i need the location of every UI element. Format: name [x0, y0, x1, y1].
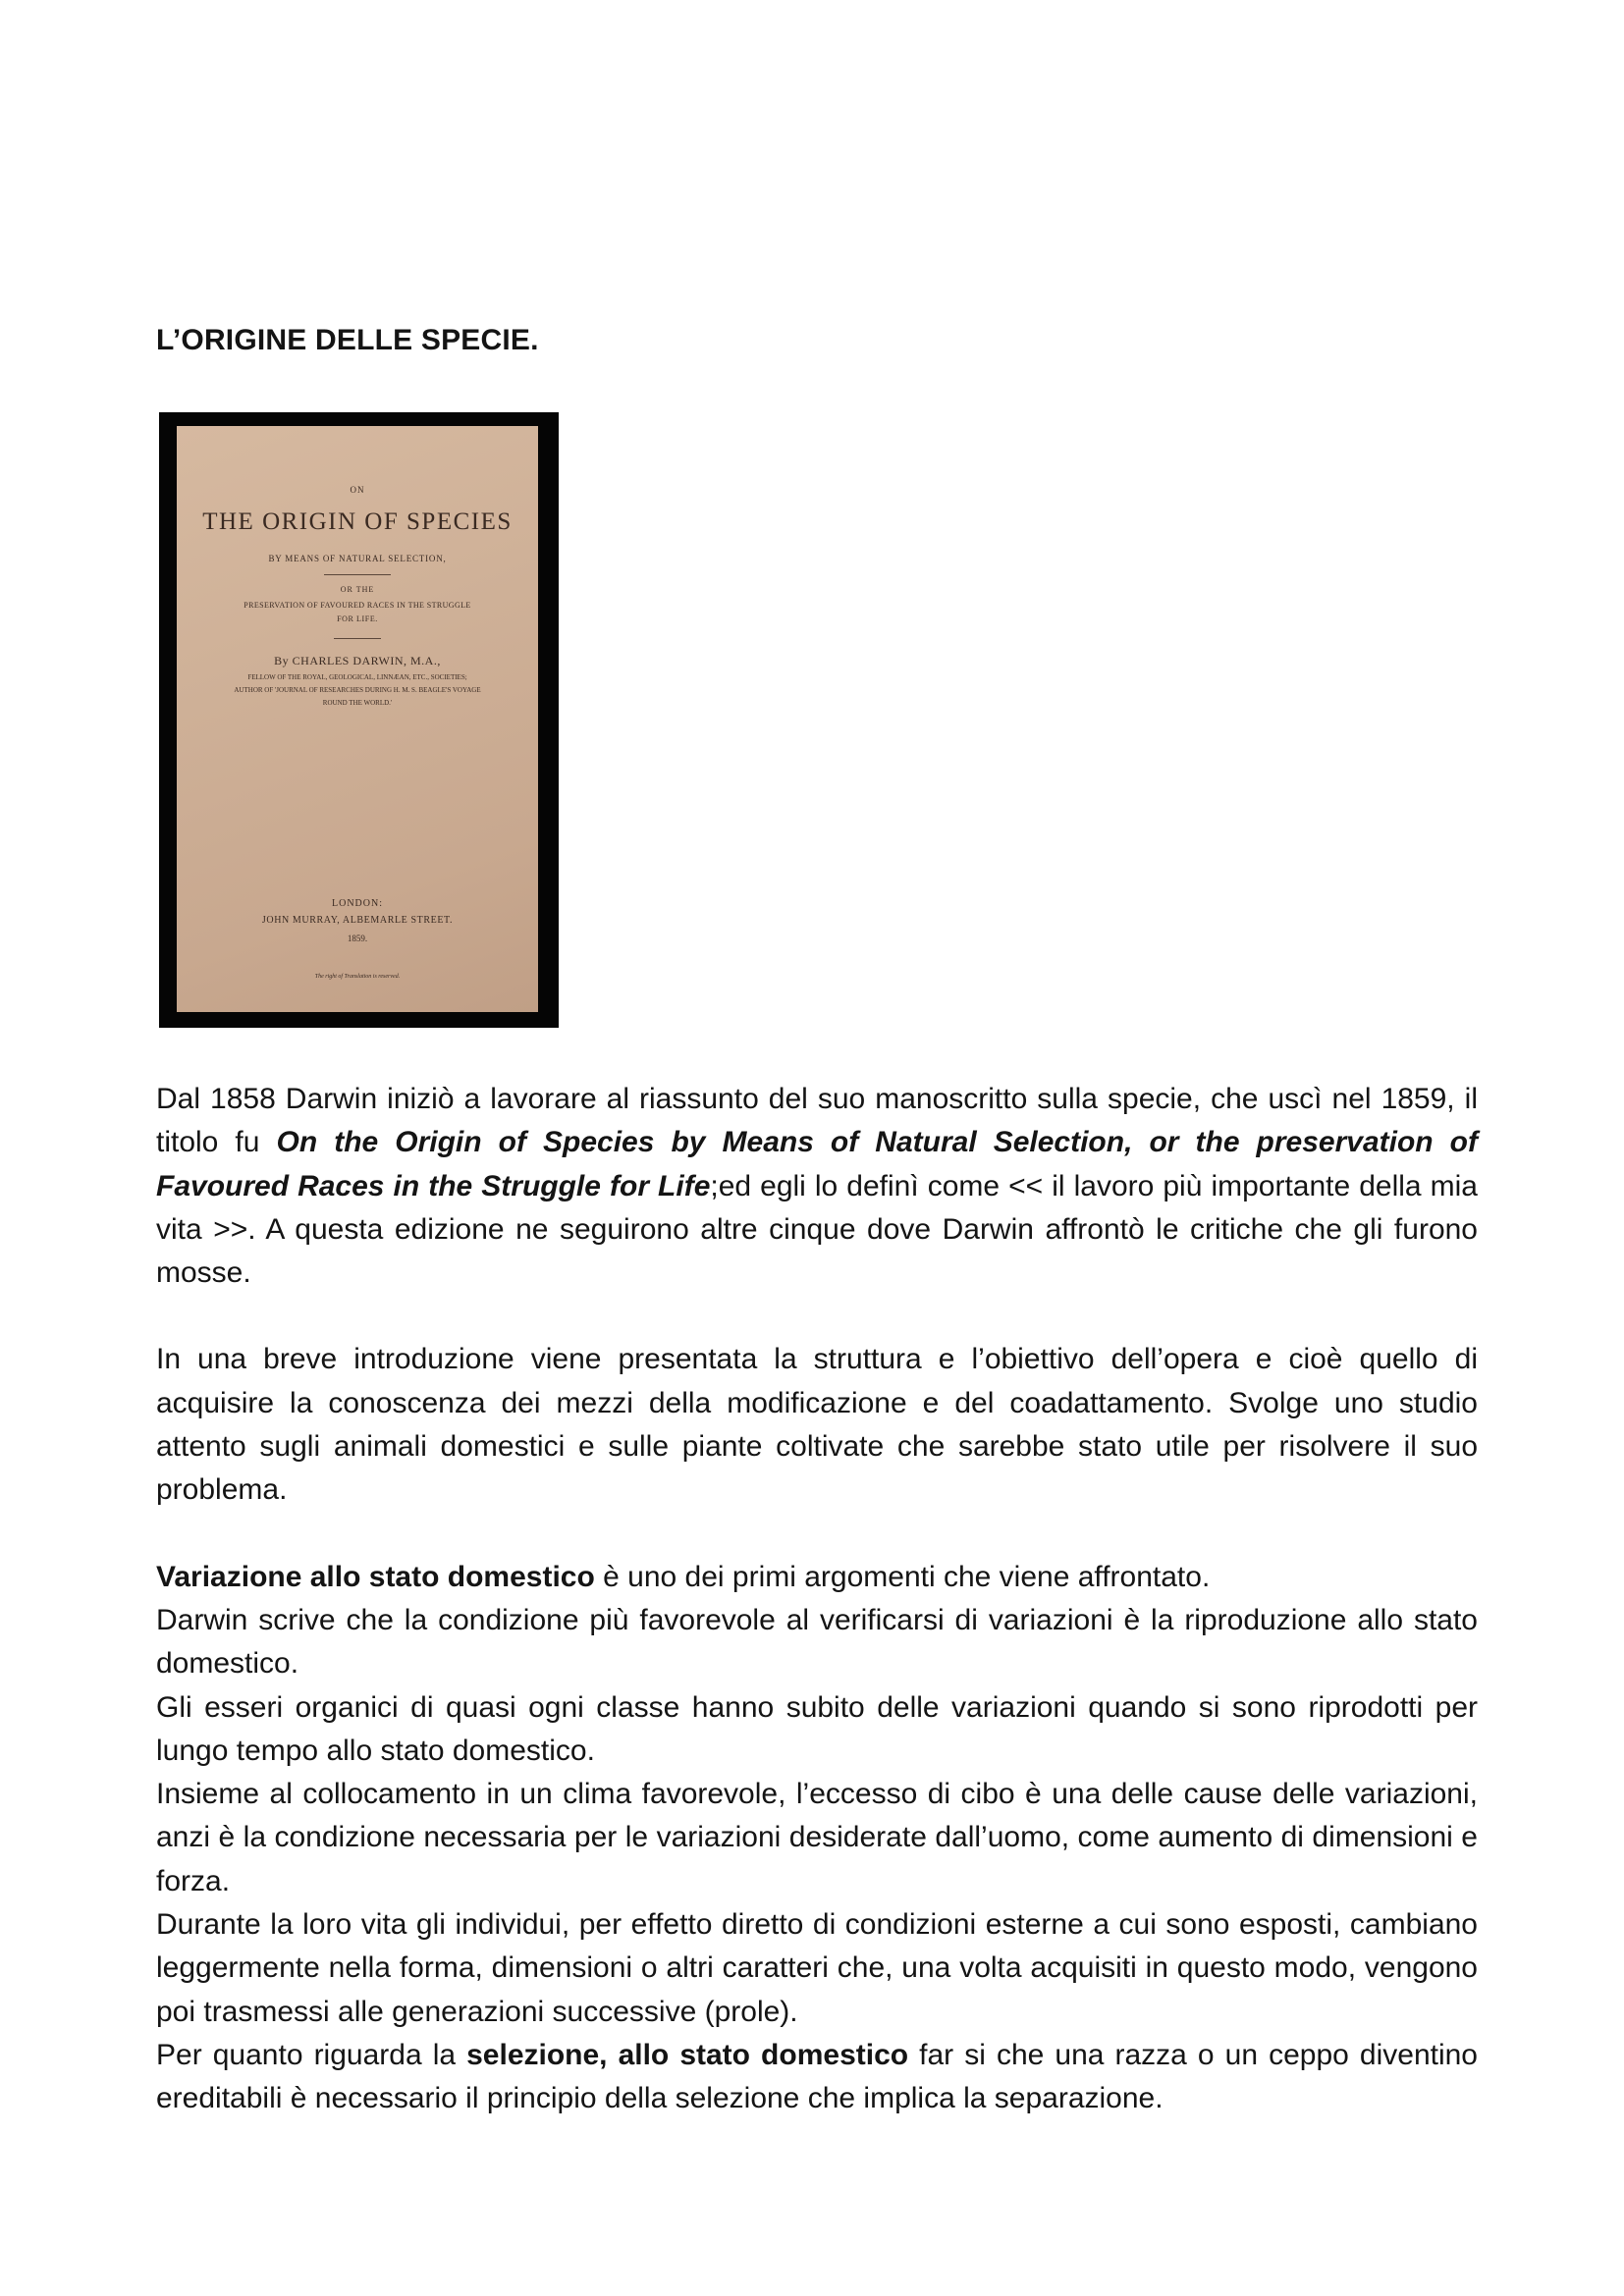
cover-rights: The right of Translation is reserved. [314, 974, 401, 980]
cover-city: LONDON: [332, 898, 383, 909]
text-run: Gli esseri organici di quasi ogni classe hanno subito delle variazioni quando si sono riprodotti per lungo tempo allo stato domestico. [156, 1690, 1478, 1767]
paragraph-3 [156, 1556, 1478, 2121]
cover-year: 1859. [347, 934, 368, 943]
cover-fellow-line: AUTHOR OF 'JOURNAL OF RESEARCHES DURING H. M. S. BEAGLE'S VOYAGE [234, 686, 481, 694]
cover-for-life: FOR LIFE. [337, 614, 378, 623]
text-run: Per quanto riguarda la [156, 2038, 467, 2071]
paragraph-1 [156, 1078, 1478, 1295]
cover-publisher: JOHN MURRAY, ALBEMARLE STREET. [261, 915, 454, 926]
bold-term: Variazione allo stato domestico [156, 1560, 595, 1593]
cover-preservation: PRESERVATION OF FAVOURED RACES IN THE STRUGGLE [244, 601, 471, 610]
cover-rule [334, 638, 381, 639]
cover-rule [324, 574, 391, 575]
cover-author: By CHARLES DARWIN, M.A., [274, 654, 441, 667]
cover-on: ON [350, 485, 365, 495]
cover-fellow-line: FELLOW OF THE ROYAL, GEOLOGICAL, LINNÆAN, ETC., SOCIETIES; [247, 673, 467, 681]
text-run: è uno dei primi argomenti che viene affrontato. [594, 1560, 1211, 1593]
page-title: L’ORIGINE DELLE SPECIE. [156, 324, 539, 356]
body-text [156, 1078, 1478, 2121]
paragraph-2: In una breve introduzione viene presentata la struttura e l’obiettivo dell’opera e cioè quello di acquisire la conoscenza dei mezzi della modificazione e del coadattamento. Svolge uno studio attento sugli animali domestici e sulle piante coltivate che sarebbe stato utile per risolvere il suo problema. [156, 1343, 1478, 1507]
cover-or: OR THE [340, 585, 375, 594]
book-title: On the Origin of Species by Means of Natural Selection, or the preservation of Favoured Races in the Struggle for Life [156, 1126, 1478, 1202]
bold-term: selezione, allo stato domestico [466, 2038, 909, 2071]
text-run: Insieme al collocamento in un clima favorevole, l’eccesso di cibo è una delle cause delle variazioni, anzi è la condizione necessaria per le variazioni desiderate dall’uomo, come aumento di dimensioni e forza. [156, 1778, 1478, 1897]
cover-fellow-line: ROUND THE WORLD.' [322, 699, 393, 707]
text-run: far si che una razza o un ceppo diventino ereditabili è necessario il principio della selezione che implica la separazione. [156, 2038, 1478, 2115]
book-cover-image [159, 412, 559, 1028]
text-run: Darwin scrive che la condizione più favorevole al verificarsi di variazioni è la riproduzione allo stato domestico. [156, 1603, 1478, 1681]
cover-title: THE ORIGIN OF SPECIES [202, 508, 513, 535]
text-run: Dal 1858 Darwin iniziò a lavorare al riassunto del suo manoscritto sulla specie, che uscì nel 1859, il titolo fu [156, 1083, 1478, 1159]
cover-subtitle: BY MEANS OF NATURAL SELECTION, [268, 554, 447, 563]
text-run: ;ed egli lo definì come << il lavoro più importante della mia vita >>. A questa edizione ne seguirono altre cinque dove Darwin affrontò le critiche che gli furono mosse. [156, 1169, 1478, 1290]
title-page [177, 426, 538, 1012]
text-run: Durante la loro vita gli individui, per effetto diretto di condizioni esterne a cui sono esposti, cambiano leggermente nella forma, dimensioni o altri caratteri che, una volta acquisiti in questo modo, vengono poi trasmessi alle generazioni successive (prole). [156, 1908, 1478, 2028]
